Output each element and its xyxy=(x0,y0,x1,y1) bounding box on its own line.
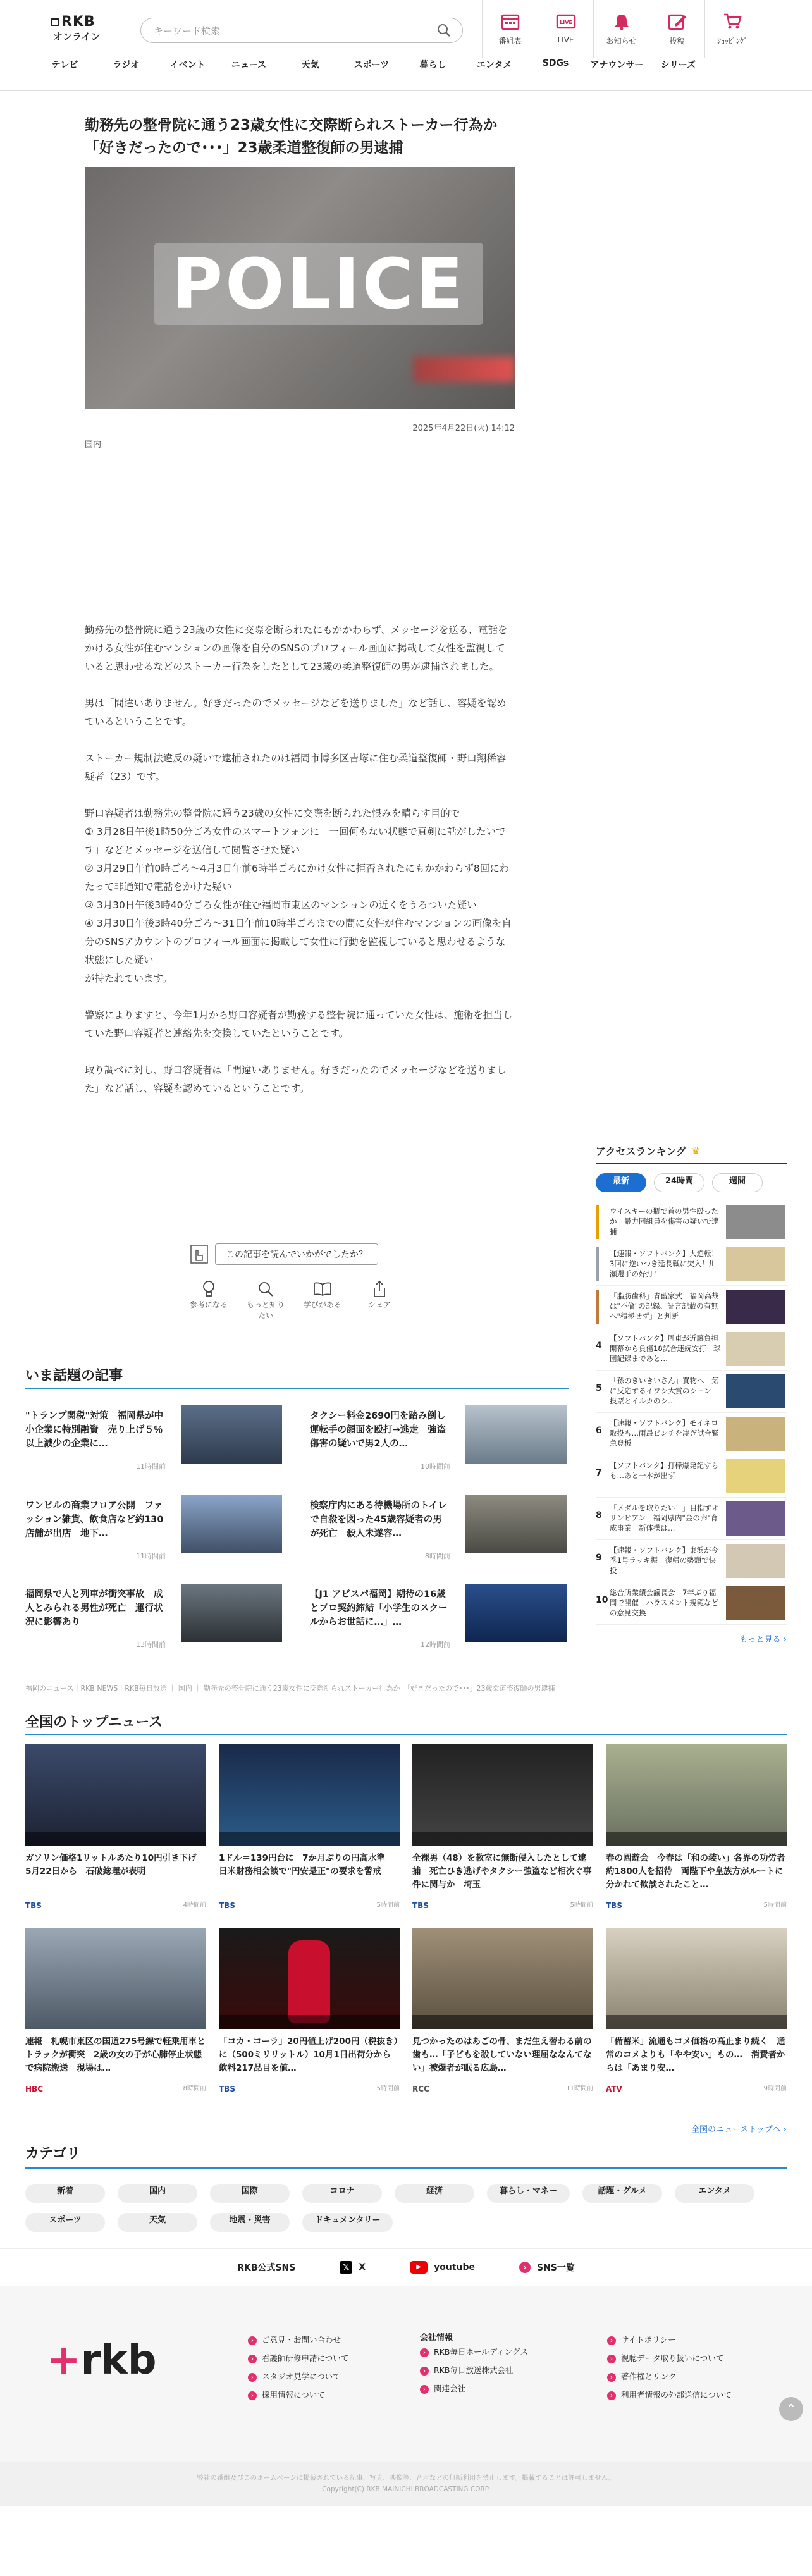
video-bar xyxy=(25,1832,206,1846)
category-chip[interactable]: スポーツ xyxy=(25,2213,105,2232)
ranking-item[interactable] xyxy=(596,1582,787,1625)
article-paragraph: 野口容疑者は勤務先の整骨院に通う23歳の女性に交際を断られた恨みを晴らす目的で ① 3月28日午後1時50分ごろ女性のスマートフォンに「一回何もない状態で真剣に話がしたいです」などとメッセージを送信して閲覧させた疑い ② 3月29日午前0時ごろ〜4月3日午前6時半ごろにかけ女性に拒否されたにもかかわらず8回にわたって非通知で電話をかけた疑い ③ 3月30日午後3時40分ごろ女性が住む福岡市東区のマンションの近くをうろついた疑い ④ 3月30日午後3時40分ごろ〜31日午前10時半ごろまでの間に女性が住むマンションの画像を自分のSNSアカウントのプロフィール画面に掲載して女性に行動を監視していると思わせるような状態にした疑い が持たれています。 xyxy=(85,808,512,984)
news-source: TBS xyxy=(606,1901,622,1910)
footer-col-3 xyxy=(607,2331,732,2404)
sns-bar xyxy=(0,2248,812,2286)
video-bar xyxy=(606,1832,787,1846)
rank-number: 6 xyxy=(596,1426,602,1436)
footer-link[interactable]: › RKB毎日ホールディングス xyxy=(420,2343,528,2361)
ranking-more-link[interactable]: もっと見る › xyxy=(739,1635,787,1644)
site-logo[interactable] xyxy=(51,14,109,46)
nav-item-life[interactable]: 暮らし xyxy=(419,60,446,70)
reaction-share-button[interactable] xyxy=(358,1279,401,1321)
trending-card[interactable] xyxy=(25,1584,291,1653)
ranking-item-title: 「脂肪歯科」青藍家式 福岡高裁は"不倫"の記録、証言記載の有無へ"積極せず」と判断 xyxy=(610,1291,719,1321)
footer-link[interactable]: › ご意見・お問い合わせ xyxy=(248,2331,348,2349)
post-icon xyxy=(668,13,687,30)
crown-icon: ♛ xyxy=(691,1145,701,1157)
police-sign-text: POLICE xyxy=(154,243,483,325)
article-main-image xyxy=(85,167,515,409)
nav-item-event[interactable]: イベント xyxy=(169,60,206,70)
reaction-helpful-button[interactable] xyxy=(187,1279,230,1321)
video-bar xyxy=(412,1832,593,1846)
footer-col-heading: 会社情報 xyxy=(420,2333,453,2343)
reaction-more-button[interactable] xyxy=(244,1279,287,1321)
video-bar xyxy=(606,2015,787,2029)
article-body xyxy=(85,621,515,1116)
ranking-item-title: 【速報・ソフトバンク】東浜が今季1号ラッキ振 復帰の勢頭で快投 xyxy=(610,1546,719,1575)
book-icon xyxy=(313,1281,332,1297)
header-icon-label: 番組表 xyxy=(498,36,522,46)
x-icon: 𝕏 xyxy=(340,2261,352,2274)
trending-card-title: "トランプ関税"対策 福岡県が中小企業に特別融資 売り上げ５％以上減少の企業に… xyxy=(25,1411,164,1449)
news-title: 1ドル＝139円台に 7か月ぶりの円高水準 日米財務相会談で"円安是正"の要求を警戒 xyxy=(219,1853,394,1877)
magnifier-icon xyxy=(257,1281,274,1297)
reaction-label: シェア xyxy=(368,1300,391,1309)
video-bar xyxy=(412,2015,593,2029)
trending-title: いま話題の記事 xyxy=(25,1368,123,1384)
article-category-link[interactable]: 国内 xyxy=(85,440,102,450)
category-chip[interactable]: 国際 xyxy=(210,2184,290,2203)
national-news-more-link[interactable]: 全国のニューストップへ › xyxy=(691,2125,787,2135)
footer-link[interactable]: › 著作権とリンク xyxy=(607,2367,732,2386)
trending-card-time: 11時間前 xyxy=(136,1462,166,1470)
hand-pointer-icon xyxy=(190,1244,209,1264)
reaction-label: 学びがある xyxy=(303,1300,341,1309)
nav-item-series[interactable]: シリーズ xyxy=(660,60,696,70)
bulb-icon xyxy=(201,1280,216,1298)
arrow-circle-icon: › xyxy=(519,2262,531,2273)
news-title: ガソリン価格1リットルあたり10円引き下げ 5月22日から 石破総理が表明 xyxy=(25,1853,206,1877)
sns-official-label: RKB公式SNS xyxy=(237,2263,296,2273)
category-section xyxy=(25,2143,784,2232)
reaction-label: 参考になる xyxy=(189,1300,228,1309)
category-chip[interactable]: 国内 xyxy=(118,2184,197,2203)
news-source: TBS xyxy=(219,2085,235,2093)
footer-link[interactable]: › 看護師研修申請について xyxy=(248,2349,348,2367)
trending-card-time: 8時間前 xyxy=(425,1552,450,1560)
ranking-thumb xyxy=(726,1332,785,1366)
ranking-item[interactable] xyxy=(596,1455,787,1498)
news-source: ATV xyxy=(606,2085,622,2093)
access-ranking xyxy=(596,1143,787,1644)
rank-bar xyxy=(596,1247,599,1281)
news-time: 5時間前 xyxy=(376,2085,400,2092)
ranking-tab-24h[interactable]: 24時間 xyxy=(654,1173,704,1192)
ranking-tab-weekly[interactable]: 週間 xyxy=(712,1173,763,1192)
footer-logo[interactable] xyxy=(47,2337,157,2384)
article-title: 勤務先の整骨院に通う23歳女性に交際断られストーカー行為か「好きだったので･･･」23歳柔道整復師の男逮捕 xyxy=(85,117,498,156)
back-to-top-button[interactable] xyxy=(779,2397,803,2421)
rank-number: 5 xyxy=(596,1383,602,1393)
ranking-item-title: 総合所業績会議長会 7年ぶり福岡で開催 ハラスメント規範などの意見交換 xyxy=(610,1588,719,1617)
news-title: 見つかったのはあごの骨、まだ生え替わる前の歯も…「子どもを殺していない理屈ななんてない」被爆者が眠る広島… xyxy=(412,2037,592,2073)
national-news-underline xyxy=(25,1734,787,1735)
news-title: 「コカ・コーラ」20円値上げ200円（税抜き）に（500ミリリットル）10月1日出荷分から 飲料217品目を値… xyxy=(219,2037,398,2073)
logo-sub: オンライン xyxy=(53,31,101,42)
bell-icon xyxy=(613,13,631,30)
trending-card-title: ワンピルの商業フロア公開 ファッション雑貨、飲食店など約130店舗が出店 地下… xyxy=(25,1501,164,1539)
trending-card-time: 13時間前 xyxy=(136,1641,166,1649)
national-news-card[interactable] xyxy=(219,1928,400,2093)
trending-card-thumb xyxy=(181,1584,282,1642)
header-notifications[interactable] xyxy=(593,0,649,58)
header-icon-label: ｼｮｯﾋﾟﾝｸﾞ xyxy=(717,36,747,46)
header-icon-label: 投稿 xyxy=(669,36,685,46)
footer-link[interactable]: › サイトポリシー xyxy=(607,2331,732,2349)
news-title: 速報 札幌市東区の国道275号線で軽乗用車とトラックが衝突 2歳の女の子が心肺停止状態で病院搬送 現場は… xyxy=(25,2037,206,2073)
tv-icon xyxy=(51,18,59,26)
news-time: 11時間前 xyxy=(566,2085,593,2092)
article-paragraph: 警察によりますと、今年1月から野口容疑者が勤務する整骨院に通っていた女性は、施術を担当していた野口容疑者と連絡先を交換していたということです。 xyxy=(85,1009,513,1039)
sns-list-label: SNS一覧 xyxy=(536,2263,575,2273)
news-title: 「備蓄米」流通もコメ価格の高止まり続く 通常のコメよりも「やや安い」もの… 消費者からは「あまり安… xyxy=(606,2037,785,2073)
header-program-guide[interactable] xyxy=(482,0,538,58)
national-news-card[interactable] xyxy=(412,1744,593,1910)
nav-item-weather[interactable]: 天気 xyxy=(301,60,319,70)
trending-card-thumb xyxy=(465,1584,567,1642)
trending-card-thumb xyxy=(465,1405,567,1464)
category-chip[interactable]: 暮らし・マネー xyxy=(487,2184,570,2203)
trending-card-title: 【J1 アビスパ福岡】期待の16歳とプロ契約締結「小学生のスクールからお世話に…」… xyxy=(310,1589,448,1627)
article-paragraph: ストーカー規制法違反の疑いで逮捕されたのは福岡市博多区吉塚に住む柔道整復師・野口翔稀容疑者（23）です。 xyxy=(85,753,507,782)
ranking-item[interactable] xyxy=(596,1243,787,1286)
trending-card-time: 11時間前 xyxy=(136,1552,166,1560)
ranking-thumb xyxy=(726,1544,785,1578)
siren-light xyxy=(414,357,515,382)
category-chip[interactable]: ドキュメンタリー xyxy=(302,2213,393,2232)
news-time: 5時間前 xyxy=(570,1902,593,1909)
svg-text:LIVE: LIVE xyxy=(559,20,572,25)
footer-link[interactable]: › 視聴データ取り扱いについて xyxy=(607,2349,732,2367)
trending-card-title: タクシー料金2690円を踏み倒し運転手の顔面を殴打→逃走 強盗傷害の疑いで男2人の… xyxy=(310,1411,446,1449)
trending-card[interactable] xyxy=(310,1405,575,1475)
site-footer xyxy=(0,2286,812,2462)
national-news-card[interactable] xyxy=(606,1928,787,2093)
news-thumb xyxy=(412,1744,593,1846)
category-chip[interactable]: 天気 xyxy=(118,2213,197,2232)
ranking-thumb xyxy=(726,1290,785,1324)
breadcrumb[interactable]: 福岡のニュース｜RKB NEWS｜RKB毎日放送 ｜ 国内 ｜ 勤務先の整骨院に通う23歳女性に交際断られストーカー行為か 「好きだったので･･･」23歳柔道整復師の男逮捕 xyxy=(25,1684,555,1692)
news-thumb xyxy=(219,1928,400,2029)
trending-underline xyxy=(25,1388,569,1389)
ranking-item[interactable] xyxy=(596,1201,787,1243)
youtube-icon: ▶ xyxy=(410,2261,428,2274)
national-news-card[interactable] xyxy=(219,1744,400,1910)
article-paragraph: 取り調べに対し、野口容疑者は「間違いありません。好きだったのでメッセージなどを送りました」など話し、容疑を認めているということです。 xyxy=(85,1064,507,1094)
trending-card-time: 10時間前 xyxy=(421,1462,450,1470)
ranking-thumb xyxy=(726,1247,785,1281)
nav-item-news[interactable]: ニュース xyxy=(231,60,267,70)
news-thumb xyxy=(606,1744,787,1846)
news-source: HBC xyxy=(25,2085,43,2093)
article-paragraph: 男は「間違いありません。好きだったのでメッセージなどを送りました」など話し、容疑を認めているということです。 xyxy=(85,698,507,727)
calendar-icon xyxy=(501,13,520,30)
reaction-panel xyxy=(187,1243,409,1321)
footer-link[interactable]: › 採用情報について xyxy=(248,2386,348,2404)
bottle-shape xyxy=(288,1940,330,2023)
footer-link[interactable]: › スタジオ見学について xyxy=(248,2367,348,2386)
trending-card-time: 12時間前 xyxy=(421,1641,450,1649)
article-paragraph: 勤務先の整骨院に通う23歳の女性に交際を断られたにもかかわらず、メッセージを送る、電話をかける女性が住むマンションの画像を自分のSNSのプロフィール画面に掲載して女性を監視していると思わせるなどのストーカー行為をしたとして23歳の柔道整復師の男が逮捕されました。 xyxy=(85,624,508,672)
ranking-item[interactable] xyxy=(596,1540,787,1582)
ranking-item-title: 【ソフトバンク】周東が近藤負担 開幕から負傷18試合連続安打 球団記録まであと… xyxy=(610,1334,726,1363)
news-time: 9時間前 xyxy=(763,2085,787,2092)
ranking-item-title: 【速報・ソフトバンク】大逆転！3回に逆いつき延長戦に突入！川瀬選手の好打！ xyxy=(610,1249,719,1278)
site-header xyxy=(0,0,812,58)
reaction-question: この記事を読んでいかがでしたか？ xyxy=(215,1243,378,1265)
news-source: TBS xyxy=(25,1901,42,1910)
national-news-card[interactable] xyxy=(25,1744,206,1910)
ranking-thumb xyxy=(726,1417,785,1451)
news-source: TBS xyxy=(219,1901,235,1910)
nav-item-announcer[interactable]: アナウンサー xyxy=(590,60,644,70)
national-news-title: 全国のトップニュース xyxy=(25,1715,163,1730)
news-source: TBS xyxy=(412,1901,429,1910)
header-live[interactable] xyxy=(538,0,593,58)
trending-card-thumb xyxy=(181,1495,282,1553)
share-icon xyxy=(372,1280,387,1298)
live-icon xyxy=(556,14,576,30)
news-thumb xyxy=(606,1928,787,2029)
ranking-thumb xyxy=(726,1586,785,1620)
trending-card[interactable] xyxy=(310,1495,575,1565)
chevron-up-icon: ⌃ xyxy=(786,2402,796,2415)
sns-x-label: X xyxy=(359,2262,366,2272)
ranking-item[interactable] xyxy=(596,1371,787,1413)
rank-number: 7 xyxy=(596,1468,602,1478)
category-chip[interactable]: 経済 xyxy=(395,2184,474,2203)
news-title: 春の園遊会 今春は「和の装い」各界の功労者約1800人を招待 両陛下や皇族方がルートに分かれて歓談されたこと… xyxy=(606,1853,785,1890)
trending-card-title: 福岡県で人と列車が衝突事故 成人とみられる男性が死亡 運行状況に影響あり xyxy=(25,1589,163,1627)
national-news-card[interactable] xyxy=(25,1928,206,2093)
header-shopping[interactable] xyxy=(704,0,760,58)
copyright-line: Copyright(C) RKB MAINICHI BROADCASTING CORP. xyxy=(322,2486,490,2493)
video-bar xyxy=(219,1832,400,1846)
copyright-notice: 弊社の番組及びこのホームページに掲載されている記事、写真、映像等、音声などの無断利用を禁止します。掲載することは許可しません。 xyxy=(197,2474,615,2482)
ranking-thumb xyxy=(726,1459,785,1493)
national-news-card[interactable] xyxy=(412,1928,593,2093)
news-thumb xyxy=(25,1744,206,1846)
trending-card-thumb xyxy=(465,1495,567,1553)
nav-item-tv[interactable]: テレビ xyxy=(51,60,78,70)
search-input[interactable] xyxy=(140,18,463,43)
header-post[interactable] xyxy=(649,0,704,58)
rank-bar xyxy=(596,1205,599,1239)
ranking-item[interactable] xyxy=(596,1413,787,1455)
header-icon-label: LIVE xyxy=(557,35,574,44)
news-time: 5時間前 xyxy=(376,1902,400,1909)
trending-card[interactable] xyxy=(25,1405,291,1475)
news-title: 全裸男（48）を教室に無断侵入したとして逮捕 死亡ひき逃げやタクシー強盗など相次ぐ事件に関与か 埼玉 xyxy=(412,1853,592,1890)
rank-number: 9 xyxy=(596,1553,602,1563)
category-chip[interactable]: エンタメ xyxy=(675,2184,754,2203)
ranking-item-title: 「孫のきいきいさん」買物へ 気に反応するイワシ大賞のシーン 投票とイルカのシ… xyxy=(610,1376,719,1405)
sns-youtube-link[interactable] xyxy=(410,2261,475,2274)
category-title: カテゴリ xyxy=(25,2146,81,2162)
ranking-item-title: 「メダルを取りたい！」目指すオリンピアン 福岡県内"金の卵"育成事業 新体操は… xyxy=(610,1503,719,1532)
news-thumb xyxy=(412,1928,593,2029)
footer-link[interactable]: › RKB毎日放送株式会社 xyxy=(420,2361,528,2379)
ranking-tab-latest[interactable]: 最新 xyxy=(596,1173,646,1192)
ranking-item[interactable] xyxy=(596,1286,787,1328)
news-time: 8時間前 xyxy=(183,2085,206,2092)
footer-link[interactable]: › 関連会社 xyxy=(420,2379,528,2398)
category-chip[interactable]: コロナ xyxy=(302,2184,382,2203)
national-news-card[interactable] xyxy=(606,1744,787,1910)
nav-item-sports[interactable]: スポーツ xyxy=(354,60,390,70)
rank-number: 10 xyxy=(596,1595,608,1605)
main-nav xyxy=(0,58,812,91)
category-underline xyxy=(25,2167,787,2169)
news-time: 5時間前 xyxy=(763,1902,787,1909)
footer-logo-text: rkb xyxy=(80,2337,157,2384)
header-icon-label: お知らせ xyxy=(606,36,637,46)
sns-x-link[interactable] xyxy=(340,2261,366,2274)
footer-col-1 xyxy=(248,2331,348,2404)
footer-link[interactable]: › 利用者情報の外部送信について xyxy=(607,2386,732,2404)
search-icon[interactable] xyxy=(437,23,451,37)
cart-icon xyxy=(723,13,742,30)
ranking-thumb xyxy=(726,1501,785,1536)
category-chip[interactable]: 話題・グルメ xyxy=(582,2184,662,2203)
footer-col-2 xyxy=(420,2331,528,2398)
nav-item-entertainment[interactable]: エンタメ xyxy=(476,60,512,70)
article-datetime: 2025年4月22日(火) 14:12 xyxy=(412,424,515,433)
logo-main: RKB xyxy=(61,14,95,30)
rank-number: 4 xyxy=(596,1341,602,1351)
trending-card-title: 検察庁内にある待機場所のトイレで自殺を図った45歳容疑者の男が死亡 殺人未遂容… xyxy=(310,1501,447,1539)
ranking-thumb xyxy=(726,1374,785,1408)
rank-bar xyxy=(596,1290,599,1324)
ranking-item[interactable] xyxy=(596,1498,787,1540)
trending-card[interactable] xyxy=(310,1584,575,1653)
nav-item-sdgs[interactable]: SDGs xyxy=(542,58,569,68)
category-chip[interactable]: 新着 xyxy=(25,2184,105,2203)
plus-icon: + xyxy=(47,2337,81,2384)
rank-number: 8 xyxy=(596,1510,602,1520)
trending-card-thumb xyxy=(181,1405,282,1464)
video-bar xyxy=(219,2015,400,2029)
reaction-label: もっと知りたい xyxy=(246,1300,285,1320)
ranking-item-title: 【ソフトバンク】打棒爆発記すらも…あと一本が出ず xyxy=(610,1461,719,1480)
news-source: RCC xyxy=(412,2085,429,2093)
ranking-item-title: ウイスキーの瓶で首の男性殴ったか 暴力団組員を傷害の疑いで逮捕 xyxy=(610,1207,719,1236)
nav-item-radio[interactable]: ラジオ xyxy=(113,60,140,70)
ranking-title: アクセスランキング xyxy=(596,1145,687,1157)
ranking-item-title: 【速報・ソフトバンク】モイネロ取投も…雨最ピンチを凌ぎ試合緊急登板 xyxy=(610,1419,719,1448)
news-thumb xyxy=(25,1928,206,2029)
copyright xyxy=(0,2462,812,2506)
trending-card[interactable] xyxy=(25,1495,291,1565)
reaction-learn-button[interactable] xyxy=(301,1279,344,1321)
ranking-thumb xyxy=(726,1205,785,1239)
sns-list-link[interactable] xyxy=(519,2261,575,2274)
sns-youtube-label: youtube xyxy=(434,2262,475,2272)
news-thumb xyxy=(219,1744,400,1846)
ranking-item[interactable] xyxy=(596,1328,787,1371)
search-placeholder: キーワード検索 xyxy=(154,25,221,37)
category-chip[interactable]: 地震・災害 xyxy=(210,2213,290,2232)
news-time: 4時間前 xyxy=(183,1902,206,1909)
